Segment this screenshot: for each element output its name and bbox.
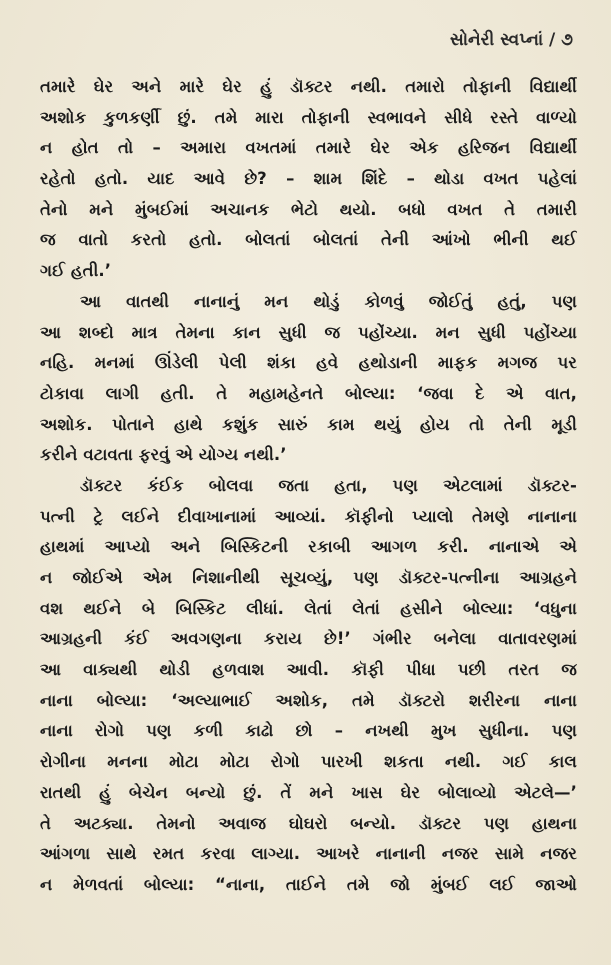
text-line: ન મેળવતાં બોલ્યા: “નાના, તાઈને તમે જો મુંબઈ લઈ જાઓ xyxy=(40,874,577,894)
text-line: આંગળા સાથે રમત કરવા લાગ્યા. આખરે નાનાની નજર સામે નજર xyxy=(40,844,577,864)
text-line: રોગીના મનના મોટા મોટા રોગો પારખી શકતા નથી. ગઈ કાલ xyxy=(40,752,577,772)
text-line: તે અટક્યા. તેમનો અવાજ ઘોઘરો બન્યો. ડૉક્ટર પણ હાથના xyxy=(40,813,577,833)
text-line: ટોકાવા લાગી હતી. તે મહામહેનતે બોલ્યા: ‘જવા દે એ વાત, xyxy=(40,383,577,403)
text-line: આ વાક્યથી થોડી હળવાશ આવી. કૉફી પીધા પછી તરત જ xyxy=(40,660,577,680)
body-text xyxy=(40,72,577,901)
text-line: આ વાતથી નાનાનું મન થોડું કોળવું જોઈતું હતું, પણ xyxy=(80,291,577,311)
text-line: નહિ. મનમાં ઊંડેલી પેલી શંકા હવે હથોડાની માફક મગજ પર xyxy=(40,353,577,373)
text-line: તમારે ઘેર અને મારે ઘેર હું ડૉક્ટર નથી. તમારો તોફાની વિદ્યાર્થી xyxy=(40,77,577,96)
text-line: ગઈ હતી.’ xyxy=(40,261,112,281)
running-head: સોનેરી સ્વપ્નાં / ૭ xyxy=(449,30,573,50)
text-line: જ વાતો કરતો હતો. બોલતાં બોલતાં તેની આંખો ભીની થઈ xyxy=(40,230,577,250)
text-line: નાના બોલ્યા: ‘અલ્યાભાઈ અશોક, તમે ડૉક્ટરો શરીરના નાના xyxy=(40,690,577,710)
text-line: રાતથી હું બેચેન બન્યો છું. તેં મને ખાસ ઘેર બોલાવ્યો એટલે—’ xyxy=(40,782,577,802)
text-line: અશોક. પોતાને હાથે કશુંક સારું કામ થયું હોય તો તેની મૂડી xyxy=(40,414,577,434)
text-line: ન જોઈએ એમ નિશાનીથી સૂચવ્યું, પણ ડૉક્ટર-પત્નીના આગ્રહને xyxy=(40,568,577,587)
text-line: ડૉક્ટર કંઈક બોલવા જતા હતા, પણ એટલામાં ડૉક્ટર- xyxy=(80,475,577,495)
text-line: કરીને વટાવતા ફરવું એ યોગ્ય નથી.’ xyxy=(40,445,287,465)
text-line: અશોક કુળકર્ણી છું. તમે મારા તોફાની સ્વભાવને સીધે રસ્તે વાળ્યો xyxy=(40,107,577,127)
text-line: આ શબ્દો માત્ર તેમના કાન સુધી જ પહોંચ્યા. મન સુધી પહોંચ્યા xyxy=(40,322,577,342)
text-line: પત્ની ટ્રે લઈને દીવાખાનામાં આવ્યાં. કૉફીનો પ્યાલો તેમણે નાનાના xyxy=(40,506,577,526)
text-line: તેનો મને મુંબઈમાં અચાનક ભેટો થયો. બધો વખત તે તમારી xyxy=(40,199,577,219)
text-line: રહેતો હતો. યાદ આવે છે? – શામ શિંદે – થોડા વખત પહેલાં xyxy=(40,169,577,189)
text-line: હાથમાં આપ્યો અને બિસ્કિટની રકાબી આગળ કરી. નાનાએ એ xyxy=(40,537,577,557)
text-line: નાના રોગો પણ કળી કાઢો છો – નખથી મુખ સુધીના. પણ xyxy=(40,721,577,741)
text-line: આગ્રહની કંઈ અવગણના કરાય છે!’ ગંભીર બનેલા વાતાવરણમાં xyxy=(40,629,577,649)
text-line: ન હોત તો – અમારા વખતમાં તમારે ઘેર એક હરિજન વિદ્યાર્થી xyxy=(40,138,577,158)
text-line: વશ થઈને બે બિસ્કિટ લીધાં. લેતાં લેતાં હસીને બોલ્યા: ‘વધુના xyxy=(40,598,577,618)
